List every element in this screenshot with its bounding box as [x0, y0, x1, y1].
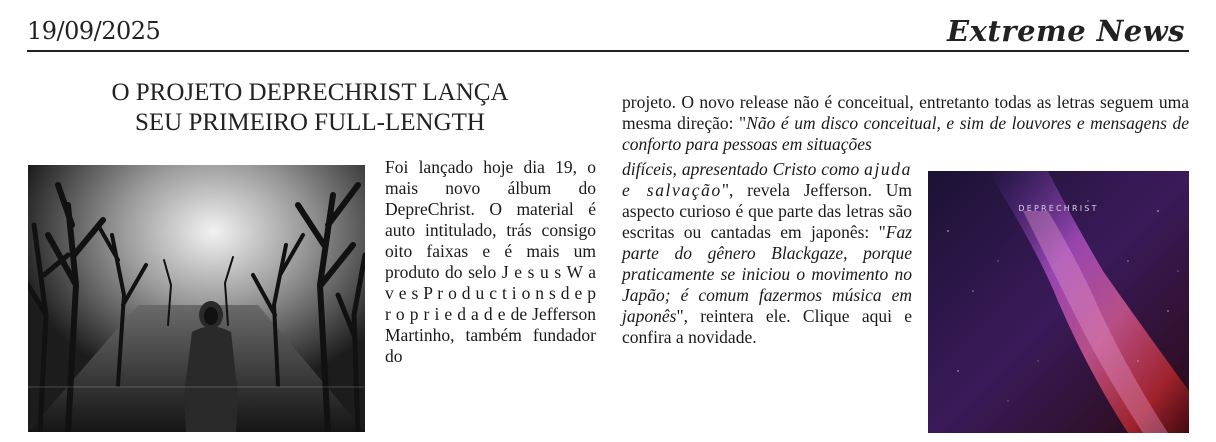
quote-1-end: difíceis, apresentado Cristo como: [622, 159, 860, 179]
closing-text-b: e confira a novidade.: [622, 306, 912, 347]
cover-band-name: DEPRECHRIST: [1018, 204, 1099, 213]
masthead: [27, 12, 1189, 52]
article-column-right-bottom: [622, 159, 912, 348]
article-column-middle: [385, 157, 596, 367]
newspaper-brand: Extreme News: [947, 14, 1185, 48]
hooded-figure-forest-photo: [28, 165, 365, 432]
quote-1-start: Não é um disco conceitual, e sim de louvores e mensagens de conforto para pessoas em situações: [622, 113, 1189, 154]
headline-line-1: O PROJETO DEPRECHRIST LANÇA: [111, 79, 509, 106]
article-headline: [28, 78, 592, 138]
closing-text-a: ", reintera ele. Clique: [676, 306, 862, 326]
quote-1-end-spaced: ajuda e salvação: [622, 159, 912, 200]
quote-2: Faz parte do gênero Blackgaze, porque praticamente se iniciou o movimento no Japão; é comum fazermos música em japonês: [622, 222, 912, 326]
right-top-paragraph: [622, 92, 1189, 155]
right-top-text: projeto. O novo release não é conceitual, entretanto todas as letras seguem uma mesma direção: ": [622, 92, 1189, 133]
reveal-text: ", revela Jefferson. Um aspecto curioso é que parte das letras são escritas ou cantadas em japonês: ": [622, 180, 912, 242]
galaxy-album-cover: [928, 171, 1189, 433]
right-bottom-paragraph: [622, 159, 912, 348]
middle-paragraph: Foi lançado hoje dia 19, o mais novo álbum do DepreChrist. O material é auto intitulado, trás consigo oito faixas e é mais um produto do selo J e s u s W a v e s P r o d u c t i o n s d e p r o p r i e d a d e de Jefferson Martinho, também fundador do: [385, 157, 596, 366]
here-link[interactable]: aqui: [861, 306, 892, 326]
article-column-right-top: [622, 92, 1189, 155]
headline-line-2: SEU PRIMEIRO FULL-LENGTH: [135, 109, 485, 136]
issue-date: 19/09/2025: [27, 17, 161, 45]
